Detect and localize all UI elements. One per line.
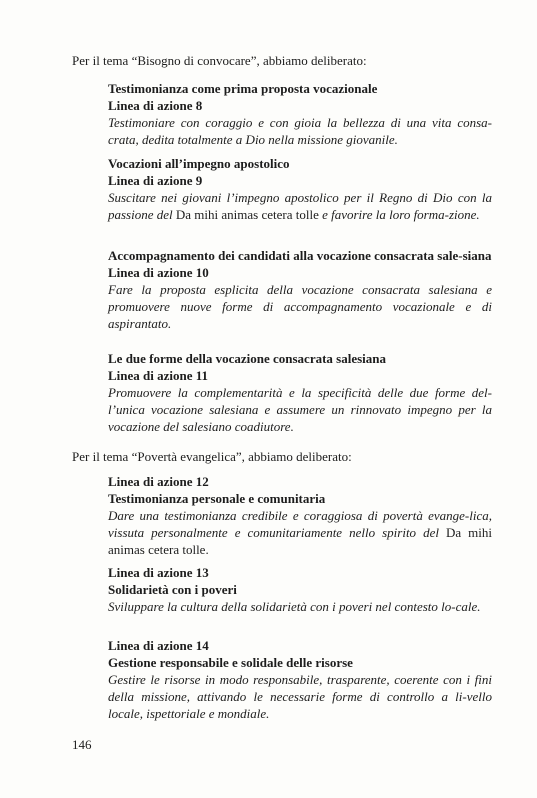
block-linea-8 xyxy=(108,80,492,148)
intro-paragraph-poverta: Per il tema “Povertà evangelica”, abbiamo deliberato: xyxy=(72,449,352,464)
block-linea-13 xyxy=(108,564,492,615)
block-heading: Vocazioni all’impegno apostolico xyxy=(108,156,290,171)
block-subheading: Testimonianza personale e comunitaria xyxy=(108,491,326,506)
block-text xyxy=(108,598,492,615)
block-subheading: Linea di azione 9 xyxy=(108,173,203,188)
block-text xyxy=(108,671,492,722)
block-text xyxy=(108,384,492,435)
block-text xyxy=(108,281,492,332)
block-heading: Testimonianza come prima proposta vocazionale xyxy=(108,81,378,96)
block-text xyxy=(108,507,492,558)
text-run-roman: Da mihi animas cetera tolle. xyxy=(108,525,492,557)
text-run: Dare una testimonianza credibile e coraggiosa di povertà evange-lica, vissuta personalmente e comunitariamente nello spirito del xyxy=(108,508,492,540)
block-subheading: Gestione responsabile e solidale delle risorse xyxy=(108,655,353,670)
block-heading: Le due forme della vocazione consacrata salesiana xyxy=(108,351,387,366)
text-run: Fare la proposta esplicita della vocazione consacrata salesiana e promuovere nuove forme di accompagnamento vocazionale e di aspirantato. xyxy=(108,282,492,331)
block-heading: Linea di azione 12 xyxy=(108,474,209,489)
block-subheading: Linea di azione 10 xyxy=(108,265,209,280)
block-subheading: Linea di azione 8 xyxy=(108,98,203,113)
text-run: Sviluppare la cultura della solidarietà con i poveri nel contesto lo-cale. xyxy=(108,599,481,614)
block-heading: Linea di azione 13 xyxy=(108,565,209,580)
block-linea-11 xyxy=(108,350,492,435)
block-heading: Linea di azione 14 xyxy=(108,638,209,653)
block-subheading: Solidarietà con i poveri xyxy=(108,582,237,597)
text-run: e favorire la loro forma-zione. xyxy=(318,207,480,222)
block-heading: Accompagnamento dei candidati alla vocazione consacrata sale-siana xyxy=(108,248,492,263)
text-run: Gestire le risorse in modo responsabile, trasparente, coerente con i fini della missione, attivando le necessarie forme di controllo a li-vello locale, ispettoriale e mondiale. xyxy=(108,672,492,721)
block-linea-12 xyxy=(108,473,492,558)
block-text xyxy=(108,189,492,223)
block-linea-10 xyxy=(108,247,492,332)
text-run: Suscitare nei giovani l’impegno apostolico per il Regno di Dio con la passione del xyxy=(108,190,492,222)
block-linea-9 xyxy=(108,155,492,223)
text-run: Promuovere la complementarità e la specificità delle due forme del-l’unica vocazione salesiana e assumere un rinnovato impegno per la vocazione del salesiano coadiutore. xyxy=(108,385,492,434)
text-run: Testimoniare con coraggio e con gioia la bellezza di una vita consa-crata, dedita totalmente a Dio nella missione giovanile. xyxy=(108,115,492,147)
intro-paragraph-convocare: Per il tema “Bisogno di convocare”, abbiamo deliberato: xyxy=(72,53,367,68)
page-number: 146 xyxy=(72,737,92,752)
text-run-roman: Da mihi animas cetera tolle xyxy=(175,207,319,222)
block-subheading: Linea di azione 11 xyxy=(108,368,209,383)
block-text xyxy=(108,114,492,148)
block-linea-14 xyxy=(108,637,492,722)
